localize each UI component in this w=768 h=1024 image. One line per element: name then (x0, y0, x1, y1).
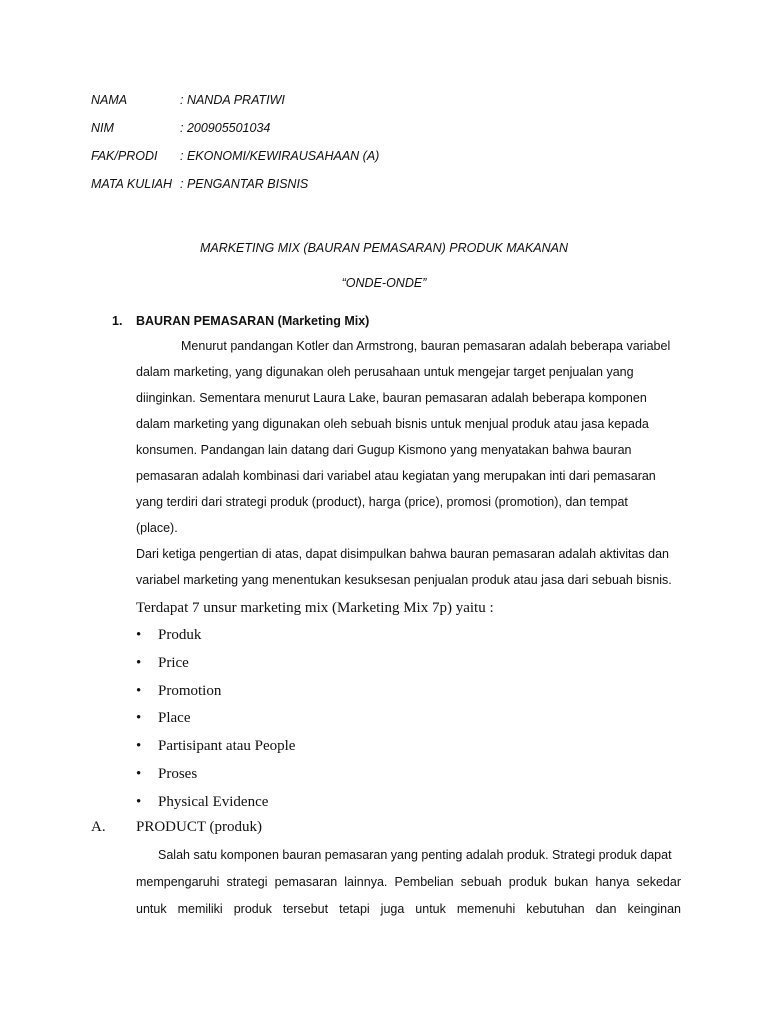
bullet-icon: • (136, 765, 142, 782)
list-item-label: Price (158, 654, 189, 671)
list-item (136, 624, 295, 652)
list-item-label: Partisipant atau People (158, 738, 296, 755)
bullet-icon: • (136, 682, 142, 699)
identity-label: MATA KULIAH (91, 177, 173, 191)
list-item (136, 791, 295, 819)
paragraph-line: untuk memiliki produk tersebut tetapi juga untuk memenuhi kebutuhan dan keinginan (136, 902, 681, 916)
list-item (136, 652, 295, 680)
paragraph-line: pemasaran adalah kombinasi dari variabel atau kegiatan yang merupakan inti dari pemasaran (136, 469, 656, 483)
paragraph-line: dalam marketing yang digunakan oleh sebuah bisnis untuk menjual produk atau jasa kepada (136, 417, 649, 431)
list-item-label: Promotion (158, 682, 222, 699)
list-item (136, 680, 295, 708)
section-heading (112, 314, 369, 328)
identity-label: NIM (91, 121, 114, 135)
identity-value: : EKONOMI/KEWIRAUSAHAAN (A) (180, 149, 380, 163)
section-title: BAURAN PEMASARAN (Marketing Mix) (136, 314, 370, 328)
document-title: MARKETING MIX (BAURAN PEMASARAN) PRODUK MAKANAN (199, 241, 569, 255)
subsection-heading (91, 819, 262, 836)
paragraph-line: yang terdiri dari strategi produk (product), harga (price), promosi (promotion), dan tempat (136, 495, 628, 509)
paragraph-line: Dari ketiga pengertian di atas, dapat disimpulkan bahwa bauran pemasaran adalah aktivitas dan (136, 547, 669, 561)
list-item-label: Proses (158, 765, 198, 782)
subsection-title: PRODUCT (produk) (136, 819, 262, 835)
list-item-label: Physical Evidence (158, 793, 269, 810)
list-item-label: Produk (158, 627, 202, 643)
paragraph-line: Menurut pandangan Kotler dan Armstrong, bauran pemasaran adalah beberapa variabel (181, 339, 671, 353)
paragraph-line: mempengaruhi strategi pemasaran lainnya. Pembelian sebuah produk bukan hanya sekedar (136, 875, 681, 889)
list-intro: Terdapat 7 unsur marketing mix (Marketing Mix 7p) yaitu : (136, 600, 494, 616)
identity-label: FAK/PRODI (91, 149, 158, 163)
identity-value: : 200905501034 (180, 121, 271, 135)
document-subtitle: “ONDE-ONDE” (341, 276, 427, 290)
bullet-icon: • (136, 738, 142, 755)
paragraph-line: Salah satu komponen bauran pemasaran yang penting adalah produk. Strategi produk dapat (158, 848, 672, 862)
bullet-icon: • (136, 793, 142, 810)
list-item (136, 707, 295, 735)
bullet-icon: • (136, 654, 142, 671)
section-number: 1. (112, 314, 123, 328)
paragraph-line: diinginkan. Sementara menurut Laura Lake, bauran pemasaran adalah beberapa komponen (136, 391, 647, 405)
identity-value: : NANDA PRATIWI (180, 93, 285, 107)
paragraph-line: konsumen. Pandangan lain datang dari Gugup Kismono yang menyatakan bahwa bauran (136, 443, 632, 457)
identity-value: : PENGANTAR BISNIS (180, 177, 309, 191)
list-item (136, 735, 295, 763)
marketing-mix-list (136, 624, 295, 819)
paragraph-line: dalam marketing, yang digunakan oleh perusahaan untuk mengejar target penjualan yang (136, 365, 634, 379)
bullet-icon: • (136, 710, 142, 727)
paragraph-line: (place). (136, 521, 178, 535)
list-item-label: Place (158, 710, 191, 727)
paragraph-line: variabel marketing yang menentukan kesuksesan penjualan produk atau jasa dari sebuah bisnis. (136, 573, 672, 587)
bullet-icon: • (136, 627, 142, 643)
identity-label: NAMA (91, 93, 128, 107)
list-item (136, 763, 295, 791)
subsection-letter: A. (91, 819, 106, 835)
